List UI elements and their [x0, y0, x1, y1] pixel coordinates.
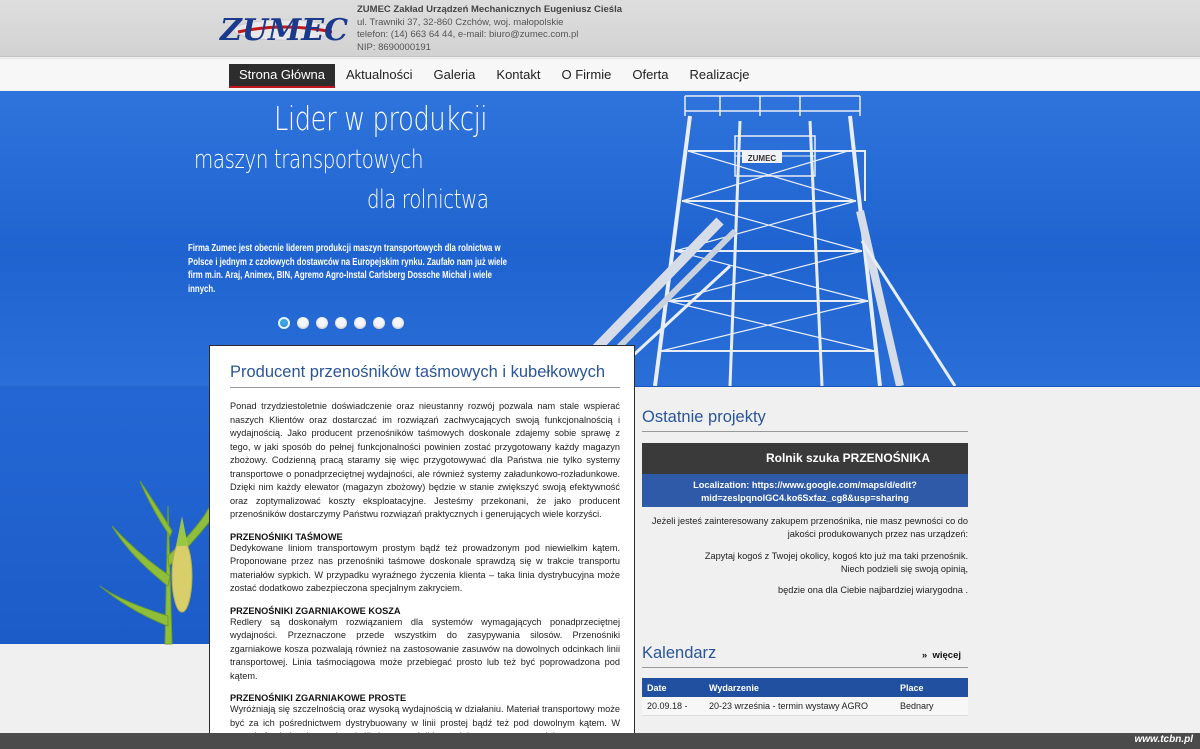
company-info	[357, 4, 622, 54]
company-nip: NIP: 8690000191	[357, 41, 431, 53]
calendar-cell-date: 20.09.18 -	[642, 697, 704, 715]
watermark-link[interactable]: www.tcbn.pl	[1134, 734, 1193, 745]
slider-dot-7[interactable]	[392, 317, 404, 329]
more-arrow-icon: »	[921, 650, 928, 661]
corn-plant-image	[0, 386, 210, 644]
nav-offer[interactable]: Oferta	[632, 67, 669, 82]
slider-dot-2[interactable]	[297, 317, 309, 329]
company-name: ZUMEC Zakład Urządzeń Mechanicznych Eugeniusz Cieśla	[357, 4, 623, 15]
section-title-scraper-hopper: PRZENOŚNIKI ZGARNIAKOWE KOSZA	[230, 605, 401, 616]
section-title-scraper-straight: PRZENOŚNIKI ZGARNIAKOWE PROSTE	[230, 693, 407, 703]
project-description	[642, 515, 968, 597]
nav-gallery[interactable]: Galeria	[433, 67, 476, 82]
hero-slogan-line2: maszyn transportowych	[194, 145, 424, 175]
main-navigation	[0, 58, 1200, 90]
section-text-scraper-hopper: Redlery są doskonałym rozwiązaniem dla systemów wymagających ponadprzeciętnej wydajności. Przeznaczone przede wszystkim do zasypywania silosów. Przenośniki zgarniakowe kosza pozwalają również na zastosowanie zasuwów na dowolnych odcinkach linii transportowej. Linia taśmociągowa może przebiegać prosto lub też być poprowadzona pod kątem.	[230, 616, 620, 681]
project-link-line1[interactable]: Localization: https://www.google.com/maps/d/edit?	[693, 480, 917, 490]
more-label[interactable]: więcej	[932, 650, 961, 661]
calendar-col-place: Place	[895, 678, 968, 697]
calendar-table	[642, 678, 968, 716]
site-header	[0, 0, 1200, 57]
project-location-link[interactable]	[642, 474, 968, 507]
calendar-cell-event: 20-23 września - termin wystawy AGRO	[704, 697, 895, 715]
recent-projects-heading: Ostatnie projekty	[642, 408, 968, 432]
calendar-col-event: Wydarzenie	[704, 678, 895, 697]
hero-slogan-line3: dla rolnictwa	[367, 185, 489, 215]
slider-dot-5[interactable]	[354, 317, 366, 329]
project-desc-p2a: Zapytaj kogoś z Twojej okolicy, kogoś kto już ma taki przenośnik.	[704, 550, 968, 561]
slider-dot-1[interactable]	[278, 317, 290, 329]
footer-strip	[0, 733, 1200, 749]
nav-projects[interactable]: Realizacje	[689, 67, 750, 82]
project-title[interactable]: Rolnik szuka PRZENOŚNIKA	[642, 443, 968, 474]
company-logo[interactable]	[219, 6, 349, 52]
calendar-cell-place: Bednary	[895, 697, 968, 715]
section-title-belt: PRZENOŚNIKI TAŚMOWE	[230, 531, 343, 542]
section-text-belt: Dedykowane liniom transportowym prostym bądź też prowadzonym pod niewielkim kątem. Proponowane przez nas przenośniki taśmowe doskonale sprawdzą się w trakcie transportu materiałów sypkich. W przypadku wyraźnego życzenia klienta – taka linia dystrybucyjna może zostać dodatkowo zabezpieczona specjalnym zakryciem.	[230, 542, 620, 593]
logo-text: ZUMEC	[219, 13, 349, 48]
project-desc-p2b: Niech podzieli się swoją opinią,	[840, 563, 968, 574]
tower-sign-text: ZUMEC	[747, 154, 777, 163]
calendar-col-date: Date	[642, 678, 704, 697]
calendar-header-row	[642, 678, 968, 697]
intro-text: Ponad trzydziestoletnie doświadczenie oraz nieustanny rozwój pozwala nam stale wspierać naszych Klientów oraz dostarczać im rozwiązań zachwycających swoją funkcjonalnością i wydajnością. Jako producent przenośników taśmowych doskonale zdajemy sobie sprawę z tego, w jaki sposób do pełnej funkcjonalności powinien zostać przygotowany każdy magazyn zbożowy. Codzienną pracą staramy się więc przygotowywać dla Państwa nie tylko systemy transportowe o ponadprzeciętnej wydajności, ale również systemy załadunkowo-rozładunkowe. Dzięki nim każdy elewator (magazyn zbożowy) będzie w stanie zwiększyć swoją efektywność oraz zoptymalizować koszty eksploatacyjne. Jesteśmy przekonani, że jako producent przenośników dostarczymy Państwu rozwiązań praktycznych i generujących wiele korzyści.	[230, 401, 620, 519]
hero-description: Firma Zumec jest obecnie liderem produkcji maszyn transportowych dla rolnictwa w Polsce i jednym z czołowych dostawców na Europejskim rynku. Zaufało nam już wiele firm m.in. Araj, Animex, BIN, Agremo Agro-Instal Carlsberg Dossche Michał i wiele innych.	[188, 243, 508, 295]
main-content	[209, 345, 635, 749]
project-desc-p3: będzie ona dla Ciebie najbardziej wiarygodna .	[778, 585, 968, 596]
nav-news[interactable]: Aktualności	[346, 67, 413, 82]
page-title: Producent przenośników taśmowych i kubełkowych	[230, 363, 620, 388]
section-text-scraper-straight: Wyróżniają się szczelnością oraz wysoką wydajnością w działaniu. Materiał transportowy może być za ich pośrednictwem dystrybuowany w linii prostej bądź też pod dowolnym kątem. W	[230, 704, 620, 728]
hero-slogan-line1: Lider w produkcji	[274, 99, 488, 138]
nav-about[interactable]: O Firmie	[561, 67, 612, 82]
hero-divider	[634, 386, 1200, 387]
calendar-heading: Kalendarz	[642, 644, 968, 668]
more-link[interactable]	[922, 650, 961, 661]
slider-dot-3[interactable]	[316, 317, 328, 329]
hero-slider	[0, 91, 1200, 386]
project-link-line2[interactable]: mid=zeslpqnolGC4.ko6Sxfaz_cg8&usp=sharing	[701, 492, 909, 503]
elevator-tower-image	[560, 91, 1200, 386]
nav-home[interactable]: Strona Główna	[229, 64, 335, 88]
slider-dot-4[interactable]	[335, 317, 347, 329]
company-address: ul. Trawniki 37, 32-860 Czchów, woj. małopolskie	[357, 16, 564, 28]
sidebar	[642, 408, 968, 716]
project-desc-p1: Jeżeli jesteś zainteresowany zakupem przenośnika, nie masz pewności co do jakości produkowanych przez nas urządzeń:	[651, 516, 968, 540]
slider-dot-6[interactable]	[373, 317, 385, 329]
company-contact: telefon: (14) 663 64 44, e-mail: biuro@zumec.com.pl	[357, 29, 579, 41]
table-row[interactable]	[642, 697, 968, 715]
nav-contact[interactable]: Kontakt	[496, 67, 541, 82]
slider-pagination	[278, 317, 404, 329]
